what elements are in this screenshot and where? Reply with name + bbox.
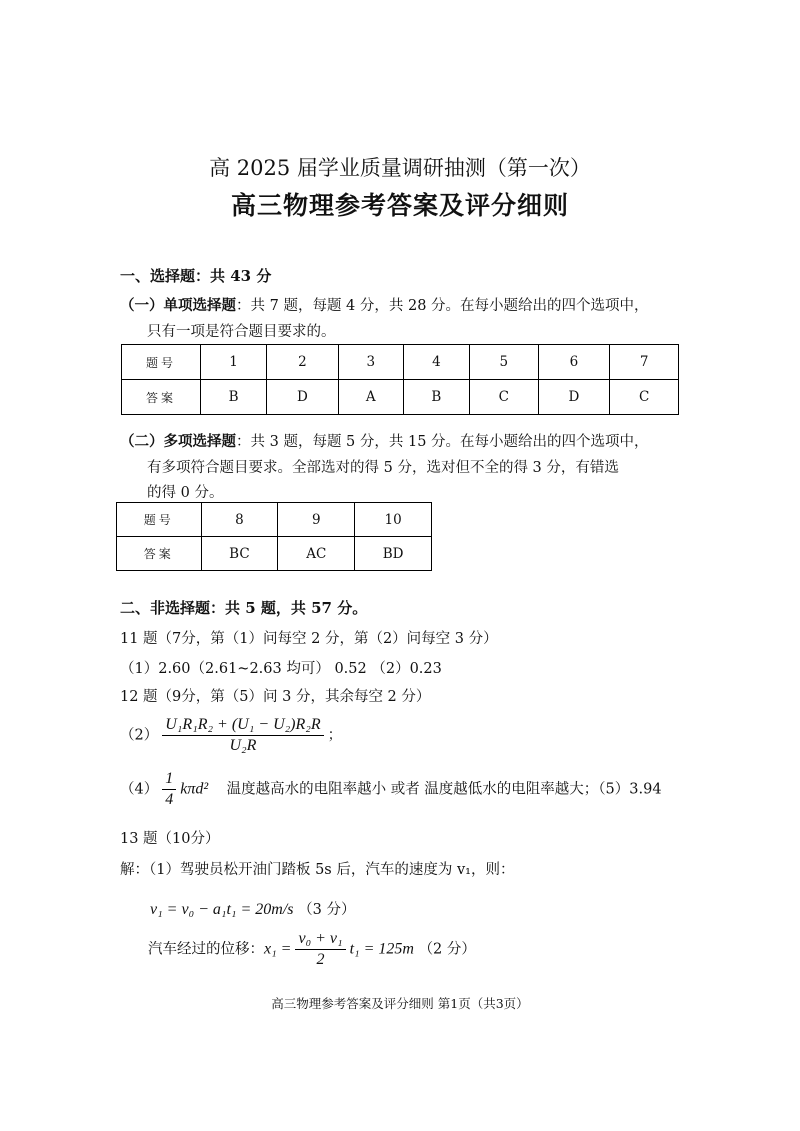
table1-answer: C [469,380,538,415]
part-1-label: （一）单项选择题 [120,297,236,314]
q13-solution-intro: 解：（1）驾驶员松开油门踏板 5s 后，汽车的速度为 v₁，则： [120,862,515,878]
q13-displacement-lhs: x₁ = [264,940,292,958]
part-2-intro-line2: 有多项符合题目要求。全部选对的得 5 分，选对但不全的得 3 分，有错选 [147,460,619,476]
table2-answer-label: 答案 [117,537,202,571]
table1-number: 2 [267,345,339,380]
part-1-text: ：共 7 题，每题 4 分，共 28 分。在每小题给出的四个选项中， [236,298,649,314]
document-subtitle: 高三物理参考答案及评分细则 [230,191,569,220]
table1-number: 6 [538,345,610,380]
table1-answer: B [403,380,469,415]
table1-number: 1 [201,345,267,380]
q13-displacement-fraction [295,930,345,969]
part-2-label: （二）多项选择题 [120,433,236,450]
table2-number: 10 [355,503,432,537]
section-1-heading: 一、选择题：共 43 分 [120,267,272,285]
q11-heading: 11 题（7分，第（1）问每空 2 分，第（2）问每空 3 分） [120,631,498,647]
table1-answer: D [538,380,610,415]
multi-choice-answer-table [116,502,432,571]
q12-answer-2-numerator: U₁R₁R₂ + (U₁ − U₂)R₂R [162,716,323,736]
part-1-intro-line2: 只有一项是符合题目要求的。 [147,324,336,340]
table1-answer: B [201,380,267,415]
q12-answer-4-text: 温度越高水的电阻率越小 或者 温度越低水的电阻率越大；（5）3.94 [226,781,662,798]
table1-header-label: 题号 [122,345,201,380]
table1-number: 3 [338,345,403,380]
q12-answer-2-tail: ； [327,727,343,744]
q13-displacement-points: （2 分） [418,941,476,958]
table1-number: 7 [610,345,679,380]
single-choice-answer-table [121,344,679,415]
q12-answer-2 [120,716,342,755]
q12-answer-2-label: （2） [120,727,159,744]
q12-answer-4-label: （4） [120,781,159,798]
table1-answer: A [338,380,403,415]
q12-answer-4-expression: kπd² [180,780,209,798]
part-1-intro [120,294,649,315]
document-title: 高 2025 届学业质量调研抽测（第一次） [209,156,591,180]
q13-equation-1-body: v₁ = v₀ − a₁t₁ = 20m/s [150,901,294,918]
q13-heading: 13 题（10分） [120,831,220,847]
table1-answer: C [610,380,679,415]
table1-number: 4 [403,345,469,380]
q12-answer-4-denominator: 4 [165,791,174,808]
part-2-intro-line3: 的得 0 分。 [147,485,224,501]
q12-answer-2-fraction [162,716,323,755]
q13-displacement-label: 汽车经过的位移： [148,941,264,958]
q13-displacement-denominator: 2 [316,951,325,968]
table2-answer: BD [355,537,432,571]
table2-number: 8 [201,503,278,537]
table2-header-label: 题号 [117,503,202,537]
q13-displacement-numerator: v₀ + v₁ [295,930,345,950]
q11-answer: （1）2.60（2.61~2.63 均可） 0.52 （2）0.23 [120,661,442,677]
part-2-text: ：共 3 题，每题 5 分，共 15 分。在每小题给出的四个选项中， [236,434,649,450]
q12-answer-4 [120,770,662,809]
q13-displacement-rhs: t₁ = 125m [349,940,414,958]
q12-heading: 12 题（9分，第（5）问 3 分，其余每空 2 分） [120,689,431,705]
q13-equation-1-points: （3 分） [298,902,356,918]
section-2-heading: 二、非选择题：共 5 题，共 57 分。 [120,599,368,617]
q12-answer-4-numerator: 1 [162,770,176,790]
table1-answer: D [267,380,339,415]
table2-answer: AC [278,537,355,571]
q13-displacement [148,930,476,969]
table1-number: 5 [469,345,538,380]
q12-answer-4-fraction [162,770,176,809]
table1-answer-label: 答案 [122,380,201,415]
q13-equation-1 [150,898,355,919]
part-2-intro [120,430,649,451]
page-footer: 高三物理参考答案及评分细则 第1页（共3页） [271,996,529,1011]
q12-answer-2-denominator: U₂R [229,737,257,754]
table2-number: 9 [278,503,355,537]
table2-answer: BC [201,537,278,571]
